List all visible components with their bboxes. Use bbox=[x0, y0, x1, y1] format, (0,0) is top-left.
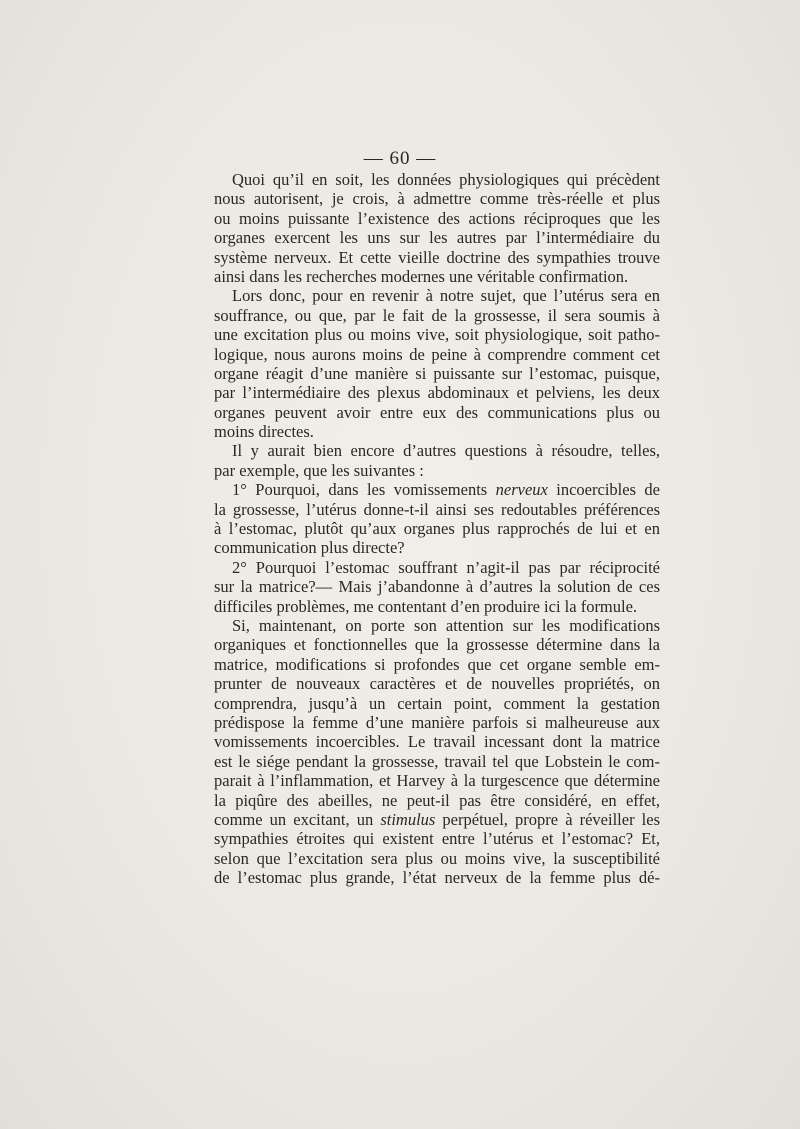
text-line: organes exercent les uns sur les autres par l’intermédiaire du bbox=[214, 228, 660, 248]
text-line: prédispose la femme d’une manière parfois si malheureuse aux bbox=[214, 712, 660, 732]
text-line: prunter de nouveaux caractères et de nouvelles propriétés, on bbox=[214, 674, 660, 694]
text-line: organe réagit d’une manière si puissante sur l’estomac, puisque, bbox=[214, 363, 660, 383]
text-line: Il y aurait bien encore d’autres questions à résoudre, telles, bbox=[232, 441, 660, 461]
text-line: communication plus directe? bbox=[214, 538, 405, 558]
text-line: vomissements incoercibles. Le travail incessant dont la matrice bbox=[214, 732, 660, 752]
text-line: système nerveux. Et cette vieille doctrine des sympathies trouve bbox=[214, 247, 660, 267]
text-line: comprendra, jusqu’à un certain point, comment la gestation bbox=[214, 693, 660, 713]
text-line: moins directes. bbox=[214, 422, 314, 442]
text-line: organiques et fonctionnelles que la grossesse détermine dans la bbox=[214, 635, 660, 655]
text-line: matrice, modifications si profondes que cet organe semble em- bbox=[214, 654, 660, 674]
text-line: comme un excitant, un stimulus perpétuel, propre à réveiller les bbox=[214, 809, 661, 829]
text-line: sympathies étroites qui existent entre l’utérus et l’estomac? Et, bbox=[214, 829, 660, 849]
text-line: sur la matrice?— Mais j’abandonne à d’autres la solution de ces bbox=[214, 577, 660, 597]
text-line: à l’estomac, plutôt qu’aux organes plus rapprochés de lui et en bbox=[214, 519, 660, 539]
text-line: la grossesse, l’utérus donne-t-il ainsi ses redoutables préférences bbox=[214, 499, 660, 519]
text-line: selon que l’excitation sera plus ou moins vive, la susceptibilité bbox=[214, 848, 660, 868]
text-line: de l’estomac plus grande, l’état nerveux de la femme plus dé- bbox=[214, 868, 660, 888]
text-line: nous autorisent, je crois, à admettre comme très-réelle et plus bbox=[214, 189, 660, 209]
text-line: une excitation plus ou moins vive, soit physiologique, soit patho- bbox=[214, 325, 660, 345]
text-line: souffrance, ou que, par le fait de la grossesse, il sera soumis à bbox=[214, 305, 660, 325]
text-line: ainsi dans les recherches modernes une véritable confirmation. bbox=[214, 266, 629, 286]
text-line: difficiles problèmes, me contentant d’en produire ici la formule. bbox=[214, 596, 638, 616]
text-line: logique, nous aurons moins de peine à comprendre comment cet bbox=[214, 344, 660, 364]
body-text bbox=[214, 170, 660, 887]
text-line: 2° Pourquoi l’estomac souffrant n’agit-il pas par réciprocité bbox=[232, 557, 660, 577]
text-line: parait à l’inflammation, et Harvey à la turgescence que détermine bbox=[214, 771, 660, 791]
italic-term: stimulus bbox=[380, 809, 436, 829]
italic-term: nerveux bbox=[495, 480, 548, 500]
text-line: la piqûre des abeilles, ne peut-il pas être considéré, en effet, bbox=[214, 790, 660, 810]
text-line: par l’intermédiaire des plexus abdominaux et pelviens, les deux bbox=[214, 383, 660, 403]
text-line: ou moins puissante l’existence des actions réciproques que les bbox=[214, 208, 660, 228]
text-line: Lors donc, pour en revenir à notre sujet, que l’utérus sera en bbox=[232, 286, 660, 306]
text-line: est le siége pendant la grossesse, travail tel que Lobstein le com- bbox=[214, 751, 660, 771]
text-line: organes peuvent avoir entre eux des communications plus ou bbox=[214, 402, 660, 422]
text-line: 1° Pourquoi, dans les vomissements nerveux incoercibles de bbox=[232, 480, 660, 500]
text-line: Si, maintenant, on porte son attention sur les modifications bbox=[232, 615, 660, 635]
text-line: Quoi qu’il en soit, les données physiologiques qui précèdent bbox=[232, 170, 660, 189]
page-number: — 60 — bbox=[363, 148, 437, 169]
text-line: par exemple, que les suivantes : bbox=[214, 460, 424, 480]
